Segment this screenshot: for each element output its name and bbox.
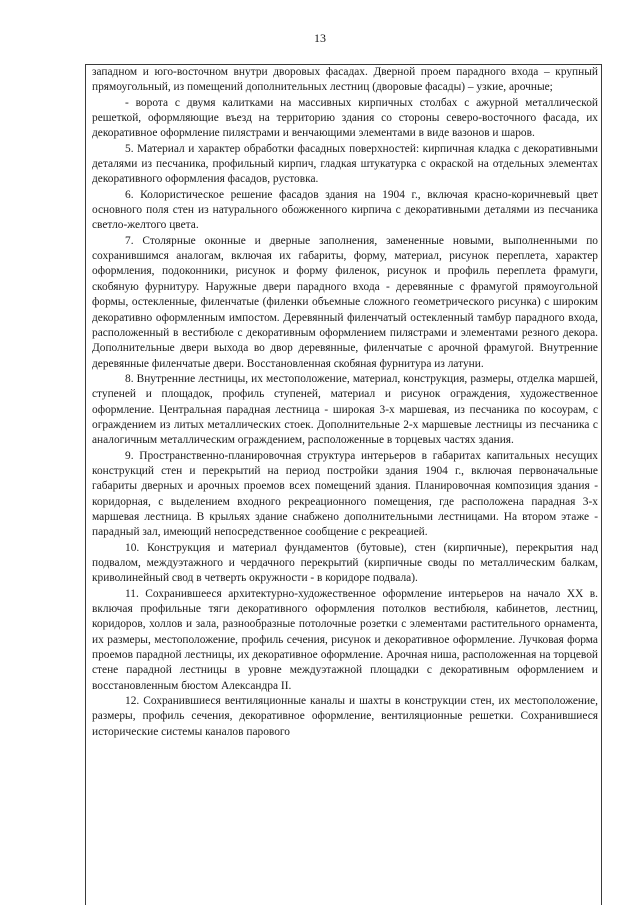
paragraph-item-8: 8. Внутренние лестницы, их местоположение, материал, конструкция, размеры, отделка маршей, ступеней и площадок, профиль ступеней, материал и рисунок ограждения, художественное оформление. Центральная парадная лестница - широкая 3-х маршевая, из песчаника по косоурам, с ограждением из литых металлических стоек. Дополнительные 2-х маршевые лестницы из песчаника с аналогичным металлическим ограждением, расположенные в торцевых частях здания. [92, 372, 598, 447]
paragraph-item-6: 6. Колористическое решение фасадов здания на 1904 г., включая красно-коричневый цвет основного поля стен из натурального обожженного кирпича с декоративными деталями из песчаника светло-желтого цвета. [92, 188, 598, 232]
paragraph-item-5: 5. Материал и характер обработки фасадных поверхностей: кирпичная кладка с декоративными деталями из песчаника, профильный кирпич, гладкая штукатурка с окраской на отдельных элементах декоративного оформления фасадов, рустовка. [92, 142, 598, 186]
paragraph-item-7: 7. Столярные оконные и дверные заполнения, замененные новыми, выполненными по сохранившимся аналогам, включая их габариты, форму, материал, рисунок переплета, характер оформления, подоконники, рисунок и форму филенок, рисунок и профиль переплета фрамуги, скобяную фурнитуру. Наружные двери парадного входа - деревянные с фрамугой прямоугольной формы, остекленные, филенчатые (филенки объемные сложного геометрического рисунка) с широким декоративно оформленным импостом. Деревянный филенчатый остекленный тамбур парадного входа, расположенный в вестибюле с декоративным оформлением пилястрами и элементами резного декора. Дополнительные двери выхода во двор деревянные, филенчатые с арочной фрамугой. Внутренние деревянные филенчатые двери. Восстановленная скобяная фурнитура из латуни. [92, 234, 598, 370]
paragraph-item-9: 9. Пространственно-планировочная структура интерьеров в габаритах капитальных несущих конструкций стен и перекрытий на период постройки здания 1904 г., включая первоначальные габариты дверных и арочных проемов всех помещений здания. Планировочная композиция здания - коридорная, с выделением входного рекреационного помещения, где расположена парадная 3-х маршевая лестница. В крыльях здание снабжено дополнительными лестницами. На втором этаже - парадный зал, имеющий непосредственное сообщение с рекреацией. [92, 449, 598, 539]
page-number: 13 [314, 31, 326, 45]
paragraph-item-11: 11. Сохранившееся архитектурно-художественное оформление интерьеров на начало XX в. включая профильные тяги декоративного оформления потолков вестибюля, кабинетов, лестниц, коридоров, холлов и зала, разнообразные потолочные розетки с элементами растительного орнамента, их размеры, местоположение, профиль сечения, рисунок и декоративное оформление. Лучковая форма проемов парадной лестницы, их декоративное оформление. Арочная ниша, расположенная на торцевой стене парадной лестницы в уровне междуэтажной площадки с декоративным оформлением и восстановленным бюстом Александра II. [92, 587, 598, 692]
paragraph-gates: - ворота с двумя калитками на массивных кирпичных столбах с ажурной металлической решеткой, оформляющие въезд на территорию здания со стороны северо-восточного фасада, их декоративное оформление пилястрами и венчающими элементами в виде вазонов и шаров. [92, 96, 598, 140]
document-text-frame [85, 64, 602, 905]
document-body [86, 65, 601, 740]
paragraph-item-10: 10. Конструкция и материал фундаментов (бутовые), стен (кирпичные), перекрытия над подвалом, междуэтажного и чердачного перекрытий (кирпичные своды по металлическим балкам, криволинейный свод в четверть окружности - в коридоре подвала). [92, 541, 598, 585]
paragraph-item-12: 12. Сохранившиеся вентиляционные каналы и шахты в конструкции стен, их местоположение, размеры, профиль сечения, декоративное оформление, вентиляционные решетки. Сохранившиеся исторические системы каналов парового [92, 695, 598, 738]
paragraph-continuation: западном и юго-восточном внутри дворовых фасадах. Дверной проем парадного входа – крупный прямоугольный, из помещений дополнительных лестниц (дворовые фасады) – узкие, арочные; [92, 66, 598, 94]
